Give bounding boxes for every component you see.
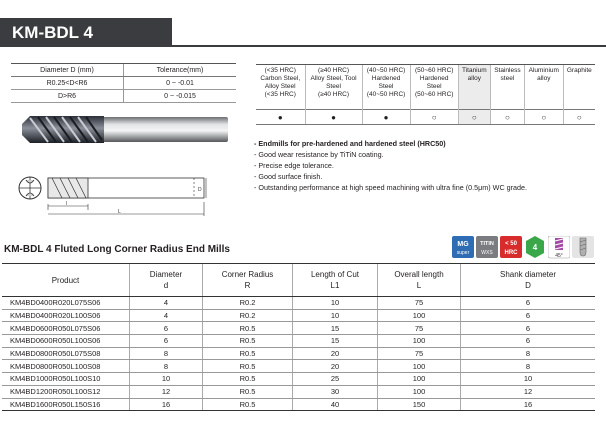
diameter-cell: 8 (130, 360, 203, 373)
feature-item: - Outstanding performance at high speed machining with ultra fine (0.5μm) WC grade. (254, 183, 528, 192)
material-mark: ○ (524, 110, 563, 125)
length-of-cut-cell: 10 (293, 309, 378, 322)
corner-radius-cell: R0.5 (203, 385, 293, 398)
material-header-line: Steel (326, 83, 341, 90)
product-code: KM4BD0400R020L100S06 (2, 309, 130, 322)
title-bar (0, 18, 172, 47)
material-header (256, 65, 305, 110)
tolerance-row (11, 77, 236, 90)
material-header-line: (≥40 HRC) (318, 91, 350, 98)
shank-diameter-cell: 6 (461, 322, 596, 335)
material-header-row (256, 65, 595, 110)
titin-coating-icon (476, 236, 498, 260)
hrc-icon-text: < 50 (505, 241, 517, 247)
shank-diameter-cell: 6 (461, 297, 596, 310)
material-mark: ● (305, 110, 362, 125)
material-header-line: steel (500, 75, 515, 82)
material-header-line: Titanium (461, 67, 487, 74)
material-header-line: (≥40 HRC) (318, 67, 350, 74)
material-header (563, 65, 595, 110)
tolerance-cell: R0.25<D<R6 (11, 77, 124, 90)
flute-count-text: 4 (532, 243, 538, 252)
table-row (2, 360, 595, 373)
corner-radius-icon (572, 236, 594, 260)
product-header-sub: R (244, 281, 251, 290)
length-of-cut-cell: 20 (293, 347, 378, 360)
table-row (2, 322, 595, 335)
overall-length-cell: 75 (378, 347, 461, 360)
overall-length-cell: 75 (378, 297, 461, 310)
material-mark: ○ (458, 110, 490, 125)
material-header (524, 65, 563, 110)
corner-radius-cell: R0.5 (203, 322, 293, 335)
material-header-line: (50~60 HRC) (414, 67, 454, 74)
length-of-cut-cell: 15 (293, 335, 378, 348)
feature-item: - Endmills for pre-hardened and hardened steel (HRC50) (254, 139, 446, 148)
tolerance-row (11, 90, 236, 103)
material-header-line: Carbon Steel, (260, 75, 301, 82)
material-header-line: alloy (467, 75, 481, 82)
product-header-label: Product (51, 275, 80, 285)
product-table (2, 263, 595, 411)
material-header-line: (40~50 HRC) (366, 67, 406, 74)
tolerance-header: Diameter D (mm) (11, 64, 124, 77)
length-of-cut-cell: 10 (293, 297, 378, 310)
overall-length-cell: 100 (378, 373, 461, 386)
material-header-line: Steel (378, 83, 394, 90)
material-mark: ● (256, 110, 305, 125)
table-row (2, 385, 595, 398)
product-header-label: Overall length (394, 270, 444, 279)
endmill-illustration (18, 108, 233, 154)
material-header-line: (50~60 HRC) (414, 91, 454, 98)
product-header-label: Shank diameter (499, 270, 557, 279)
material-header-line: Hardened (419, 75, 449, 82)
material-header-line: (<35 HRC) (264, 91, 296, 98)
diameter-cell: 12 (130, 385, 203, 398)
length-of-cut-cell: 40 (293, 398, 378, 411)
shank-diameter-cell: 10 (461, 373, 596, 386)
corner-radius-cell: R0.5 (203, 398, 293, 411)
diameter-cell: 6 (130, 335, 203, 348)
material-header-line: Hardened (371, 75, 401, 82)
flute-count-icon (524, 236, 546, 260)
product-header (2, 264, 130, 297)
material-header-line: Aluminium (528, 67, 559, 74)
corner-radius-cell: R0.5 (203, 373, 293, 386)
product-header (378, 264, 461, 297)
shank-diameter-cell: 6 (461, 335, 596, 348)
tolerance-header: Tolerance(mm) (124, 64, 237, 77)
product-header (203, 264, 293, 297)
product-code: KM4BD0400R020L075S06 (2, 297, 130, 310)
helix-angle-icon (548, 236, 570, 260)
overall-length-cell: 100 (378, 335, 461, 348)
tolerance-header-row (11, 64, 236, 77)
length-of-cut-cell: 15 (293, 322, 378, 335)
material-mark: ○ (490, 110, 524, 125)
tolerance-cell: 0 ~ -0.015 (124, 90, 237, 103)
length-of-cut-cell: 30 (293, 385, 378, 398)
corner-radius-cell: R0.5 (203, 335, 293, 348)
product-code: KM4BD1000R050L100S10 (2, 373, 130, 386)
tolerance-cell: 0 ~ -0.01 (124, 77, 237, 90)
product-header (130, 264, 203, 297)
endmill-drawing (18, 170, 208, 220)
corner-radius-cell: R0.2 (203, 297, 293, 310)
material-header-line: alloy (537, 75, 551, 82)
corner-radius-cell: R0.2 (203, 309, 293, 322)
shank-diameter-cell: 8 (461, 360, 596, 373)
product-code: KM4BD0800R050L100S08 (2, 360, 130, 373)
mg-icon-text: MG (457, 241, 469, 248)
section-title: KM-BDL 4 Fluted Long Corner Radius End Mills (4, 244, 230, 255)
page-title: KM-BDL 4 (12, 23, 93, 42)
product-header-sub: d (163, 281, 169, 290)
diameter-cell: 10 (130, 373, 203, 386)
table-row (2, 347, 595, 360)
material-header (490, 65, 524, 110)
material-header-line: Graphite (566, 67, 592, 74)
feature-item: - Precise edge tolerance. (254, 161, 334, 170)
product-code: KM4BD1200R050L100S12 (2, 385, 130, 398)
product-header-row (2, 264, 595, 297)
material-header-line: Steel (426, 83, 442, 90)
product-header (461, 264, 596, 297)
product-header-label: Corner Radius (221, 270, 274, 279)
table-row (2, 309, 595, 322)
overall-length-cell: 150 (378, 398, 461, 411)
tolerance-cell: D>R6 (11, 90, 124, 103)
material-mark: ○ (563, 110, 595, 125)
helix-angle-text: 45° (555, 253, 563, 259)
material-header (305, 65, 362, 110)
product-header-sub: D (525, 281, 531, 290)
material-header (410, 65, 458, 110)
corner-radius-cell: R0.5 (203, 347, 293, 360)
overall-length-cell: 100 (378, 360, 461, 373)
tolerance-table (11, 63, 236, 103)
table-row (2, 297, 595, 310)
table-row (2, 335, 595, 348)
material-table (256, 64, 595, 125)
material-header (458, 65, 490, 110)
length-of-cut-cell: 25 (293, 373, 378, 386)
product-header (293, 264, 378, 297)
mg-icon-subtext: super (456, 250, 470, 256)
material-header (362, 65, 410, 110)
table-row (2, 398, 595, 411)
product-header-sub: L1 (330, 281, 340, 290)
material-header-line: (<35 HRC) (264, 67, 296, 74)
feature-item: - Good surface finish. (254, 172, 323, 181)
material-mark: ● (362, 110, 410, 125)
product-code: KM4BD0600R050L100S06 (2, 335, 130, 348)
feature-list (254, 138, 527, 193)
feature-item: - Good wear resistance by TiTiN coating. (254, 150, 384, 159)
shank-diameter-cell: 12 (461, 385, 596, 398)
product-code: KM4BD1600R050L150S16 (2, 398, 130, 411)
overall-length-cell: 100 (378, 385, 461, 398)
title-underline (172, 45, 606, 47)
shank-diameter-cell: 16 (461, 398, 596, 411)
material-mark: ○ (410, 110, 458, 125)
product-header-label: Diameter (149, 270, 183, 279)
material-header-line: (40~50 HRC) (366, 91, 406, 98)
diameter-cell: 4 (130, 297, 203, 310)
hrc-icon (500, 236, 522, 260)
product-header-sub: L (416, 281, 422, 290)
corner-radius-cell: R0.5 (203, 360, 293, 373)
product-code: KM4BD0800R050L075S08 (2, 347, 130, 360)
dim-label-D: D (198, 187, 202, 193)
overall-length-cell: 75 (378, 322, 461, 335)
titin-icon-subtext: WXS (481, 250, 493, 256)
dim-label-l: l (66, 201, 68, 207)
material-header-line: Alloy Steel (264, 83, 296, 90)
hrc-icon-subtext: HRC (504, 250, 518, 256)
product-header-label: Length of Cut (310, 270, 360, 279)
material-header-line: Alloy Steel, Tool (310, 75, 357, 82)
shank-diameter-cell: 6 (461, 309, 596, 322)
material-header-line: Stainless (494, 67, 521, 74)
shank-diameter-cell: 8 (461, 347, 596, 360)
length-of-cut-cell: 20 (293, 360, 378, 373)
mg-super-icon (452, 236, 474, 260)
overall-length-cell: 100 (378, 309, 461, 322)
diameter-cell: 4 (130, 309, 203, 322)
titin-icon-text: TITIN (480, 241, 494, 247)
material-marks-row (256, 110, 595, 125)
table-row (2, 373, 595, 386)
dim-label-L: L (118, 209, 121, 215)
diameter-cell: 8 (130, 347, 203, 360)
product-code: KM4BD0600R050L075S06 (2, 322, 130, 335)
diameter-cell: 16 (130, 398, 203, 411)
diameter-cell: 6 (130, 322, 203, 335)
